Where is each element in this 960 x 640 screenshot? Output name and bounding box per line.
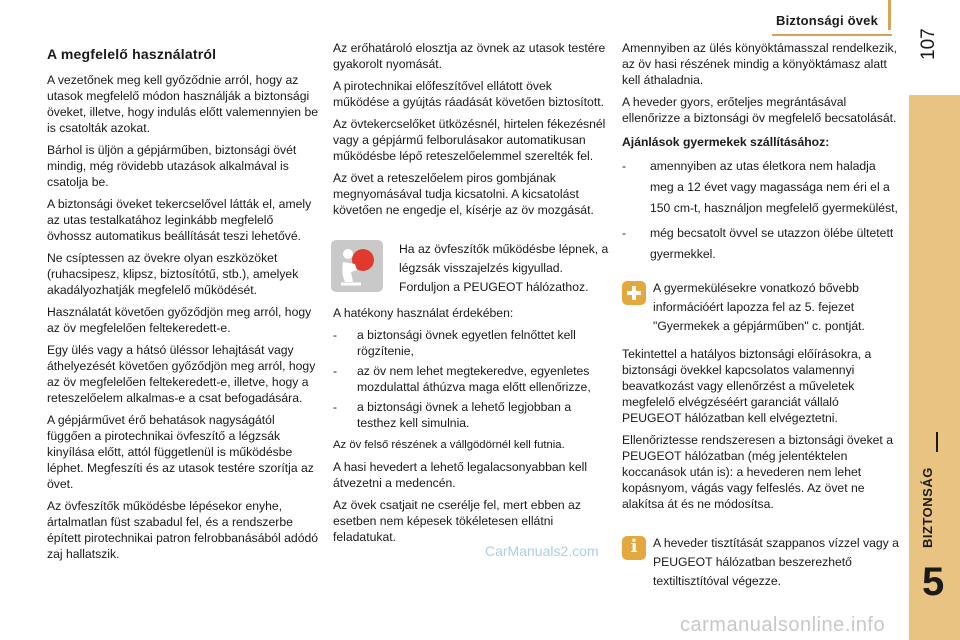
footer-watermark: carmanualsonline.info bbox=[680, 614, 886, 636]
paragraph: A biztonsági öveket tekercselővel látták el, amely az utas testalkatához leginkább megfelelő övhossz automatikus beállítását teszi lehetővé. bbox=[47, 197, 312, 243]
column-3 bbox=[622, 40, 900, 601]
plus-note-text: A gyermekülésekre vonatkozó bővebb információért lapozza fel az 5. fejezet "Gyermekek a gépjárműben" c. pontját. bbox=[653, 281, 865, 333]
list-item: - a biztonsági övnek a lehető legjobban a testhez kell simulnia. bbox=[333, 399, 611, 431]
chapter-side-tab bbox=[909, 95, 960, 640]
paragraph: Az övet a reteszelőelem piros gombjának megnyomásával tudja kicsatolni. A kicsatolást követően ne engedje el, kísérje az öv mozgását. bbox=[333, 171, 594, 217]
watermark: CarManuals2.com bbox=[485, 543, 599, 559]
info-icon: i bbox=[622, 536, 646, 560]
paragraph: Ne csíptessen az övekre olyan eszközöket (ruhacsipesz, klipsz, biztosítótű, stb.), amelyek akadályozhatják megfelelő működését. bbox=[47, 251, 299, 297]
paragraph: Használatát követően győződjön meg arról, hogy az öv megfelelően feltekeredett-e. bbox=[47, 305, 312, 335]
airbag-warning-note bbox=[333, 240, 611, 297]
paragraph: Amennyiben az ülés könyöktámasszal rendelkezik, az öv hasi részének mindig a könyöktámasz alatt kell áthaladnia. bbox=[622, 41, 898, 87]
paragraph: A pirotechnikai előfeszítővel ellátott övek működése a gyújtás ráadását követően biztosított. bbox=[333, 79, 604, 109]
paragraph: A hasi hevedert a lehető legalacsonyabban kell átvezetni a medencén. bbox=[333, 460, 588, 490]
paragraph: Bárhol is üljön a gépjárműben, biztonsági övét mindig, még rövidebb utazások alkalmával is csatolja be. bbox=[47, 143, 297, 189]
paragraph: Az öv felső részének a vállgödörnél kell futnia. bbox=[333, 439, 565, 451]
child-transport-list bbox=[622, 156, 900, 265]
side-tab-rule bbox=[936, 432, 938, 452]
paragraph: Tekintettel a hatályos biztonsági előírásokra, a biztonsági övekkel kapcsolatos valamennyi beavatkozást vagy ellenőrzést a műveletek megfelelő elvégzéséért garanciát vállaló PEUGEOT hálózatban kell elvégeztetni. bbox=[622, 347, 872, 425]
paragraph: Az övek csatjait ne cserélje fel, mert ebben az esetben nem képesek tökéletesen ellátni feladatukat. bbox=[333, 498, 581, 544]
paragraph: A hatékony használat érdekében: bbox=[333, 306, 514, 320]
plus-icon bbox=[622, 281, 646, 305]
column-2 bbox=[333, 40, 611, 551]
paragraph: A gépjárművet érő behatások nagyságától függően a pirotechnikai övfeszítő a légzsák kinyílása előtt, attól függetlenül is működésbe léphet. Megfeszíti és az utasok testére szorítja az övet. bbox=[47, 413, 314, 491]
column-1 bbox=[47, 40, 319, 568]
paragraph: A heveder gyors, erőteljes megrántásával ellenőrizze a biztonsági öv megfelelő becsatolását. bbox=[622, 95, 897, 125]
usage-list bbox=[333, 327, 611, 431]
paragraph: Az övtekercselőket ütközésnél, hirtelen fékezésnél vagy a gépjármű felborulásakor automatikusan működésbe lépő reteszelőelemmel szerelték fel. bbox=[333, 117, 606, 163]
paragraph: Ellenőriztesse rendszeresen a biztonsági öveket a PEUGEOT hálózatban (még jelentéktelen koccanások után is): a hevederen nem lehet kopásnyom, vágás vagy felfeslés. Az övet ne alakítsa át és ne módosítsa. bbox=[622, 433, 893, 511]
paragraph: Egy ülés vagy a hátsó üléssor lehajtását vagy áthelyezését követően győződjön meg arról, hogy az öv megfelelően feltekeredett-e, illetve, hogy a reteszelőelem alkalmas-e a csat befogadására. bbox=[47, 343, 316, 405]
more-info-note bbox=[622, 279, 900, 336]
info-note-text: A heveder tisztítását szappanos vízzel vagy a PEUGEOT hálózatban beszerezhető textiltisztítóval végezze. bbox=[653, 536, 899, 588]
header-rule bbox=[772, 34, 892, 36]
paragraph: A vezetőnek meg kell győződnie arról, hogy az utasok megfelelő módon használják a biztonsági öveket, illetve, hogy indulás előtt valemennyien be is csatolták azokat. bbox=[47, 73, 318, 135]
airbag-note-text: Ha az övfeszítők működésbe lépnek, a légzsák visszajelzés kigyullad. Forduljon a PEUGEOT hálózathoz. bbox=[399, 242, 609, 294]
list-item: - az öv nem lehet megtekeredve, egyenletes mozdulattal áthúzva maga előtt ellenőrizze, bbox=[333, 363, 611, 395]
chapter-number: 5 bbox=[922, 560, 945, 604]
header-title: Biztonsági övek bbox=[776, 13, 878, 28]
list-item: - még becsatolt övvel se utazzon ölébe ültetett gyermekkel. bbox=[622, 223, 900, 265]
recommendations-title: Ajánlások gyermekek szállításához: bbox=[622, 135, 830, 149]
airbag-warning-icon bbox=[331, 240, 383, 292]
chapter-label: BIZTONSÁG bbox=[920, 467, 935, 548]
page-number: 107 bbox=[918, 28, 939, 60]
paragraph: Az erőhatároló elosztja az övnek az utasok testére gyakorolt nyomását. bbox=[333, 41, 606, 71]
paragraph: Az övfeszítők működésbe lépésekor enyhe, ártalmatlan füst szabadul fel, és a rendszerbe épített pirotechnikai patron felrobbanásából adódó zaj hallatszik. bbox=[47, 499, 319, 561]
section-title: A megfelelő használatról bbox=[47, 46, 217, 62]
info-note bbox=[622, 534, 900, 591]
list-item: - a biztonsági övnek egyetlen felnőttet kell rögzítenie, bbox=[333, 327, 611, 359]
list-item: - amennyiben az utas életkora nem haladja meg a 12 évet vagy magassága nem éri el a 150 cm-t, használjon megfelelő gyermekülést, bbox=[622, 156, 900, 219]
header-tick bbox=[888, 0, 891, 30]
